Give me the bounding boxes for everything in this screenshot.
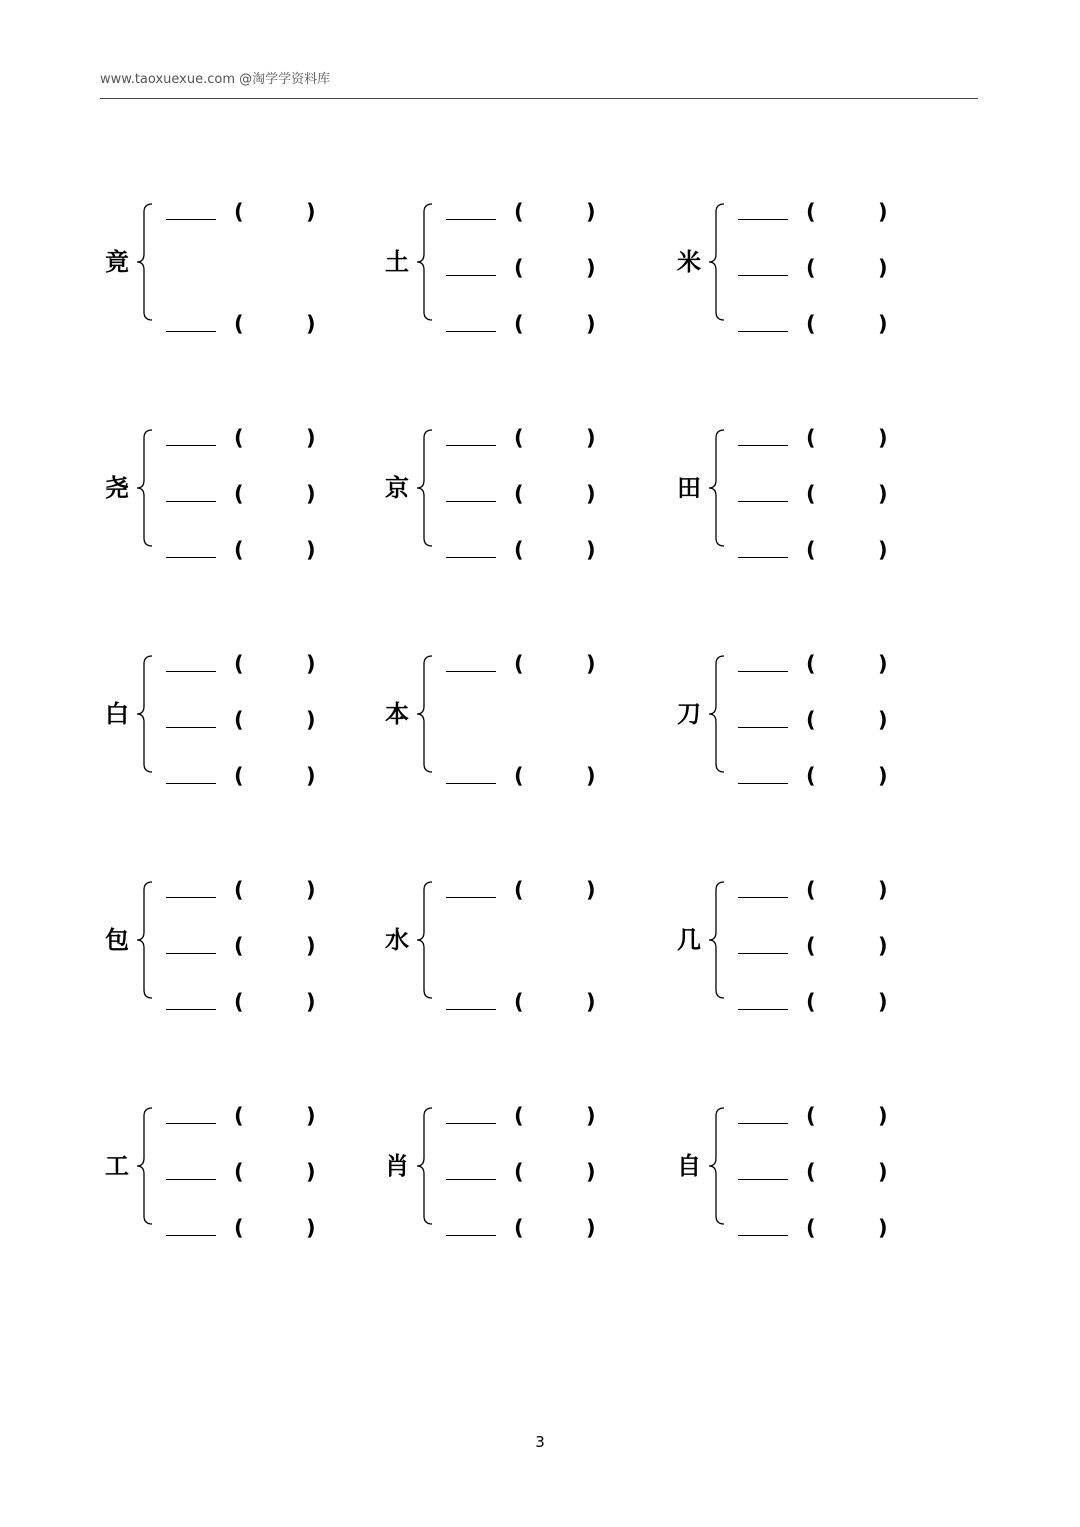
answer-line [446, 198, 646, 228]
word-blank[interactable] [738, 671, 788, 672]
pinyin-paren-close: ) [878, 312, 888, 336]
answer-line [166, 424, 366, 454]
pinyin-paren-close: ) [586, 538, 596, 562]
pinyin-paren-close: ) [878, 934, 888, 958]
pinyin-paren-open: ( [234, 1160, 244, 1184]
pinyin-paren-open: ( [514, 990, 524, 1014]
pinyin-paren-open: ( [514, 256, 524, 280]
pinyin-paren-open: ( [806, 652, 816, 676]
pinyin-paren-close: ) [306, 1160, 316, 1184]
pinyin-paren-close: ) [586, 990, 596, 1014]
pinyin-paren-close: ) [306, 652, 316, 676]
pinyin-paren-close: ) [306, 538, 316, 562]
pinyin-paren-close: ) [586, 256, 596, 280]
word-blank[interactable] [166, 783, 216, 784]
answer-line [738, 424, 938, 454]
header-brand: @淘学学资料库 [239, 72, 331, 87]
pinyin-paren-close: ) [306, 934, 316, 958]
pinyin-paren-open: ( [806, 200, 816, 224]
pinyin-paren-open: ( [514, 652, 524, 676]
pinyin-paren-close: ) [586, 764, 596, 788]
word-blank[interactable] [166, 1179, 216, 1180]
pinyin-paren-close: ) [586, 482, 596, 506]
pinyin-paren-close: ) [586, 200, 596, 224]
pinyin-paren-close: ) [306, 1104, 316, 1128]
base-character: 尧 [105, 474, 129, 502]
pinyin-paren-close: ) [878, 652, 888, 676]
word-blank[interactable] [738, 1009, 788, 1010]
curly-brace [134, 428, 156, 548]
answer-line [166, 1214, 366, 1244]
char-group [380, 1096, 620, 1240]
answer-line [738, 1214, 938, 1244]
base-character: 自 [677, 1152, 701, 1180]
word-blank[interactable] [738, 445, 788, 446]
word-blank[interactable] [738, 275, 788, 276]
pinyin-paren-open: ( [514, 200, 524, 224]
pinyin-paren-open: ( [234, 312, 244, 336]
pinyin-paren-open: ( [514, 482, 524, 506]
base-character: 本 [385, 700, 409, 728]
char-group [672, 418, 912, 562]
base-character: 土 [385, 248, 409, 276]
curly-brace [706, 202, 728, 322]
pinyin-paren-open: ( [806, 878, 816, 902]
word-blank[interactable] [166, 501, 216, 502]
word-blank[interactable] [166, 671, 216, 672]
pinyin-paren-open: ( [234, 764, 244, 788]
pinyin-paren-open: ( [234, 1104, 244, 1128]
char-group [380, 192, 620, 336]
word-blank[interactable] [738, 557, 788, 558]
pinyin-paren-open: ( [806, 708, 816, 732]
word-blank[interactable] [446, 1009, 496, 1010]
pinyin-paren-open: ( [234, 990, 244, 1014]
curly-brace [706, 880, 728, 1000]
curly-brace [134, 202, 156, 322]
pinyin-paren-open: ( [514, 426, 524, 450]
char-group [380, 870, 620, 1014]
word-blank[interactable] [446, 897, 496, 898]
answer-line [738, 650, 938, 680]
base-character: 京 [385, 474, 409, 502]
pinyin-paren-close: ) [306, 312, 316, 336]
base-character: 田 [677, 474, 701, 502]
word-blank[interactable] [738, 219, 788, 220]
pinyin-paren-close: ) [586, 878, 596, 902]
word-blank[interactable] [166, 727, 216, 728]
pinyin-paren-open: ( [514, 764, 524, 788]
pinyin-paren-close: ) [878, 426, 888, 450]
pinyin-paren-open: ( [234, 878, 244, 902]
pinyin-paren-close: ) [586, 1160, 596, 1184]
word-blank[interactable] [738, 331, 788, 332]
pinyin-paren-close: ) [878, 1216, 888, 1240]
answer-line [166, 1158, 366, 1188]
pinyin-paren-close: ) [586, 1216, 596, 1240]
page-header [100, 68, 330, 87]
base-character: 竟 [105, 248, 129, 276]
pinyin-paren-open: ( [234, 426, 244, 450]
word-blank[interactable] [738, 727, 788, 728]
curly-brace [414, 654, 436, 774]
pinyin-paren-close: ) [306, 200, 316, 224]
curly-brace [706, 654, 728, 774]
pinyin-paren-open: ( [234, 652, 244, 676]
pinyin-paren-open: ( [806, 764, 816, 788]
answer-line [446, 988, 646, 1018]
pinyin-paren-close: ) [878, 1160, 888, 1184]
curly-brace [414, 880, 436, 1000]
answer-line [738, 762, 938, 792]
word-blank[interactable] [446, 219, 496, 220]
pinyin-paren-open: ( [806, 1104, 816, 1128]
base-character: 刀 [677, 700, 701, 728]
word-blank[interactable] [738, 1179, 788, 1180]
base-character: 米 [677, 248, 701, 276]
pinyin-paren-close: ) [878, 764, 888, 788]
word-blank[interactable] [166, 557, 216, 558]
pinyin-paren-close: ) [878, 482, 888, 506]
answer-line [738, 536, 938, 566]
answer-line [738, 1158, 938, 1188]
pinyin-paren-open: ( [806, 990, 816, 1014]
answer-line [738, 480, 938, 510]
curly-brace [414, 1106, 436, 1226]
pinyin-paren-close: ) [306, 878, 316, 902]
word-blank[interactable] [738, 1123, 788, 1124]
word-blank[interactable] [166, 219, 216, 220]
pinyin-paren-close: ) [878, 200, 888, 224]
pinyin-paren-close: ) [878, 256, 888, 280]
pinyin-paren-close: ) [306, 990, 316, 1014]
word-blank[interactable] [738, 501, 788, 502]
pinyin-paren-open: ( [514, 1216, 524, 1240]
char-group [672, 192, 912, 336]
answer-line [738, 706, 938, 736]
base-character: 几 [677, 926, 701, 954]
answer-line [738, 932, 938, 962]
answer-line [446, 254, 646, 284]
base-character: 水 [385, 926, 409, 954]
pinyin-paren-open: ( [514, 878, 524, 902]
word-blank[interactable] [446, 783, 496, 784]
pinyin-paren-open: ( [806, 256, 816, 280]
pinyin-paren-close: ) [586, 652, 596, 676]
word-blank[interactable] [446, 1235, 496, 1236]
answer-line [446, 424, 646, 454]
answer-line [738, 310, 938, 340]
answer-line [166, 706, 366, 736]
pinyin-paren-open: ( [234, 538, 244, 562]
pinyin-paren-close: ) [878, 990, 888, 1014]
pinyin-paren-open: ( [806, 426, 816, 450]
char-group [100, 192, 340, 336]
word-blank[interactable] [738, 897, 788, 898]
curly-brace [134, 1106, 156, 1226]
base-character: 工 [105, 1152, 129, 1180]
page-number: 3 [535, 1433, 545, 1451]
word-blank[interactable] [166, 445, 216, 446]
char-group [380, 644, 620, 788]
pinyin-paren-close: ) [586, 1104, 596, 1128]
word-blank[interactable] [446, 1123, 496, 1124]
char-group [672, 870, 912, 1014]
pinyin-paren-close: ) [306, 1216, 316, 1240]
word-blank[interactable] [446, 1179, 496, 1180]
answer-line [166, 876, 366, 906]
answer-line [738, 254, 938, 284]
char-group [100, 644, 340, 788]
word-blank[interactable] [166, 1123, 216, 1124]
word-blank[interactable] [166, 331, 216, 332]
char-group [672, 1096, 912, 1240]
word-blank[interactable] [738, 783, 788, 784]
answer-line [166, 480, 366, 510]
answer-line [738, 198, 938, 228]
pinyin-paren-open: ( [234, 934, 244, 958]
word-blank[interactable] [166, 953, 216, 954]
answer-line [446, 1158, 646, 1188]
curly-brace [134, 880, 156, 1000]
char-group [100, 418, 340, 562]
pinyin-paren-close: ) [586, 426, 596, 450]
word-blank[interactable] [738, 953, 788, 954]
pinyin-paren-close: ) [306, 708, 316, 732]
answer-line [166, 650, 366, 680]
answer-line [446, 762, 646, 792]
char-group [100, 1096, 340, 1240]
pinyin-paren-open: ( [806, 934, 816, 958]
curly-brace [706, 428, 728, 548]
pinyin-paren-open: ( [514, 312, 524, 336]
char-group [380, 418, 620, 562]
pinyin-paren-open: ( [806, 538, 816, 562]
pinyin-paren-close: ) [306, 764, 316, 788]
pinyin-paren-close: ) [586, 312, 596, 336]
base-character: 白 [105, 700, 129, 728]
answer-line [446, 480, 646, 510]
answer-line [446, 310, 646, 340]
base-character: 肖 [385, 1152, 409, 1180]
answer-line [166, 1102, 366, 1132]
answer-line [446, 1214, 646, 1244]
answer-line [166, 932, 366, 962]
word-blank[interactable] [166, 1009, 216, 1010]
pinyin-paren-open: ( [234, 708, 244, 732]
word-blank[interactable] [446, 501, 496, 502]
char-group [100, 870, 340, 1014]
word-blank[interactable] [446, 445, 496, 446]
answer-line [166, 198, 366, 228]
base-character: 包 [105, 926, 129, 954]
pinyin-paren-close: ) [306, 482, 316, 506]
pinyin-paren-close: ) [878, 708, 888, 732]
curly-brace [414, 428, 436, 548]
word-blank[interactable] [446, 557, 496, 558]
answer-line [446, 1102, 646, 1132]
header-site: www.taoxuexue.com [100, 72, 235, 87]
answer-line [446, 536, 646, 566]
word-blank[interactable] [166, 897, 216, 898]
answer-line [166, 310, 366, 340]
answer-line [738, 988, 938, 1018]
pinyin-paren-close: ) [878, 538, 888, 562]
word-blank[interactable] [166, 1235, 216, 1236]
pinyin-paren-open: ( [234, 200, 244, 224]
answer-line [738, 1102, 938, 1132]
pinyin-paren-close: ) [878, 878, 888, 902]
curly-brace [414, 202, 436, 322]
pinyin-paren-open: ( [234, 482, 244, 506]
answer-line [446, 876, 646, 906]
pinyin-paren-open: ( [514, 1104, 524, 1128]
answer-line [166, 762, 366, 792]
pinyin-paren-open: ( [806, 482, 816, 506]
pinyin-paren-open: ( [806, 1160, 816, 1184]
answer-line [166, 988, 366, 1018]
word-blank[interactable] [446, 331, 496, 332]
pinyin-paren-open: ( [806, 312, 816, 336]
answer-line [738, 876, 938, 906]
char-group [672, 644, 912, 788]
header-divider [100, 98, 978, 99]
pinyin-paren-close: ) [878, 1104, 888, 1128]
word-blank[interactable] [446, 671, 496, 672]
curly-brace [706, 1106, 728, 1226]
word-blank[interactable] [738, 1235, 788, 1236]
word-blank[interactable] [446, 275, 496, 276]
pinyin-paren-close: ) [306, 426, 316, 450]
pinyin-paren-open: ( [514, 1160, 524, 1184]
curly-brace [134, 654, 156, 774]
answer-line [446, 650, 646, 680]
answer-line [166, 536, 366, 566]
pinyin-paren-open: ( [806, 1216, 816, 1240]
pinyin-paren-open: ( [234, 1216, 244, 1240]
pinyin-paren-open: ( [514, 538, 524, 562]
